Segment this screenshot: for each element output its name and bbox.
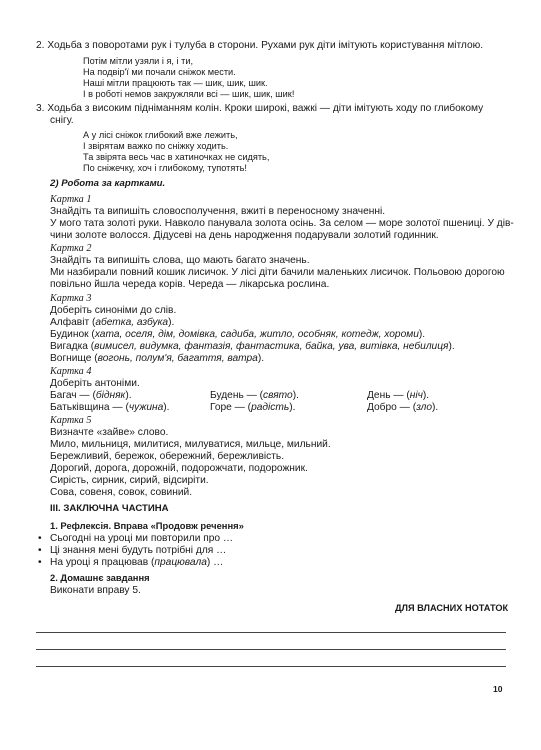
exercise-3-text: 3. Ходьба з високим підніманням колін. Кроки широкі, важкі — діти імітують ходу по глибокому [36, 103, 484, 114]
synonym-end: ). [448, 341, 455, 352]
card-title: Картка 1 [50, 194, 92, 205]
synonym-row [50, 353, 264, 365]
synonym-answer: хата, оселя, дім, домівка, садиба, житло, особняк, котедж, хороми [94, 329, 419, 340]
bullet-text: Ці знання мені будуть потрібні для … [50, 545, 227, 556]
antonym-answer: зло [416, 402, 433, 413]
card-text: чини золоте волосся. Дідусеві на день народження подарували золотий годинник. [50, 230, 439, 241]
antonym-end: ). [292, 390, 299, 401]
antonym-answer: радість [251, 402, 290, 413]
subsection-title: 2. Домашнє завдання [50, 572, 150, 583]
page-number: 10 [493, 684, 503, 694]
card-text: повільно йшла череда корів. Череда — лікарська рослина. [50, 279, 330, 290]
antonym-word: Багач — ( [50, 390, 96, 401]
word-group: Сирість, сирник, сирий, відсиріти. [50, 475, 209, 486]
bullet-icon: • [38, 557, 42, 568]
bullet-italic: працювала [154, 557, 207, 568]
exercise-3-text-cont: снігу. [50, 115, 74, 126]
poem-line: На подвір'ї ми почали сніжок мести. [83, 67, 236, 77]
synonym-word: Вигадка ( [50, 341, 95, 352]
bullet-item [50, 557, 223, 569]
synonym-end: ). [257, 353, 265, 364]
poem-line: Та звірята весь час в хатиночках не сидять, [83, 152, 270, 162]
synonym-word: Алфавіт ( [50, 317, 96, 328]
antonym-word: Горе — ( [210, 402, 252, 413]
antonym-word: Батьківщина — ( [50, 402, 129, 413]
antonym-word: Добро — ( [367, 402, 417, 413]
poem-line: Наші мітли працюють так — шик, шик, шик. [83, 78, 268, 88]
antonym-pair [50, 402, 170, 414]
notes-title: ДЛЯ ВЛАСНИХ НОТАТОК [395, 603, 509, 613]
antonym-pair [367, 390, 429, 402]
synonym-end: ). [168, 317, 175, 328]
word-group: Бережливий, бережок, обережний, бережливість. [50, 451, 285, 462]
synonym-answer: вимисел, видумка, фантазія, фантастика, байка, ува, витівка, небилиця [94, 341, 449, 352]
synonym-row [50, 329, 425, 341]
poem-line: Потім мітли узяли і я, і ти, [83, 56, 194, 66]
synonym-end: ). [418, 329, 426, 340]
antonym-word: Будень — ( [210, 390, 264, 401]
exercise-2-text: 2. Ходьба з поворотами рук і тулуба в сторони. Рухами рук діти імітують користування мітлою. [36, 40, 484, 51]
card-title: Картка 4 [50, 366, 92, 377]
poem-line: І в роботі немов закружляли всі — шик, шик, шик! [83, 89, 295, 99]
antonym-end: ). [432, 402, 439, 413]
antonym-pair [50, 390, 132, 402]
antonym-end: ). [163, 402, 170, 413]
card-title: Картка 3 [50, 293, 92, 304]
bullet-icon: • [38, 545, 42, 556]
notes-line [36, 666, 506, 667]
subsection-title: 1. Рефлексія. Вправа «Продовж речення» [50, 520, 244, 531]
synonym-answer: абетка, азбука [95, 317, 169, 328]
synonym-word: Вогнище ( [50, 353, 98, 364]
card-task: Знайдіть та випишіть слова, що мають багато значень. [50, 255, 310, 266]
antonym-pair [210, 390, 299, 402]
poem-line: А у лісі сніжок глибокий вже лежить, [83, 130, 238, 140]
homework-text: Виконати вправу 5. [50, 585, 141, 596]
synonym-row [50, 341, 455, 353]
card-task: Доберіть синоніми до слів. [50, 305, 177, 316]
antonym-answer: свято [263, 390, 293, 401]
bullet-icon: • [38, 533, 42, 544]
bullet-text: Сьогодні на уроці ми повторили про … [50, 533, 234, 544]
bullet-item [50, 533, 233, 545]
antonym-end: ). [422, 390, 430, 401]
antonym-pair [210, 402, 295, 414]
card-text: У мого тата золоті руки. Навколо панувала золота осінь. За селом — море золотої пшениці. У дів- [50, 218, 514, 229]
synonym-answer: вогонь, полум'я, багаття, ватра [97, 353, 258, 364]
poem-line: І звірятам важко по сніжку ходить. [83, 141, 229, 151]
section-title: 2) Робота за картками. [50, 178, 166, 189]
antonym-pair [367, 402, 438, 414]
word-group: Дорогий, дорога, дорожній, подорожчати, подорожник. [50, 463, 308, 474]
antonym-answer: ніч [409, 390, 423, 401]
bullet-text: На уроці я працював ( [50, 557, 155, 568]
word-group: Мило, мильниця, милитися, милуватися, мильце, мильний. [50, 439, 331, 450]
card-title: Картка 5 [50, 415, 92, 426]
notes-line [36, 649, 506, 650]
part-heading: III. ЗАКЛЮЧНА ЧАСТИНА [50, 503, 169, 514]
word-group: Сова, совеня, совок, совиний. [50, 487, 193, 498]
bullet-end: ) … [206, 557, 224, 568]
antonym-answer: чужина [128, 402, 164, 413]
bullet-item [50, 545, 226, 557]
card-task: Доберіть антоніми. [50, 378, 140, 389]
synonym-row [50, 317, 174, 329]
antonym-word: День — ( [367, 390, 410, 401]
card-task: Визначте «зайве» слово. [50, 427, 169, 438]
card-title: Картка 2 [50, 243, 92, 254]
antonym-end: ). [125, 390, 132, 401]
poem-line: По сніжечку, хоч і глибокому, тупотять! [83, 163, 247, 173]
synonym-word: Будинок ( [50, 329, 95, 340]
antonym-answer: бідняк [95, 390, 126, 401]
card-task: Знайдіть та випишіть словосполучення, вжиті в переносному значенні. [50, 206, 386, 217]
notes-line [36, 632, 506, 633]
card-text: Ми назбирали повний кошик лисичок. У лісі діти бачили маленьких лисичок. Польовою дорогою [50, 267, 505, 278]
antonym-end: ). [289, 402, 296, 413]
